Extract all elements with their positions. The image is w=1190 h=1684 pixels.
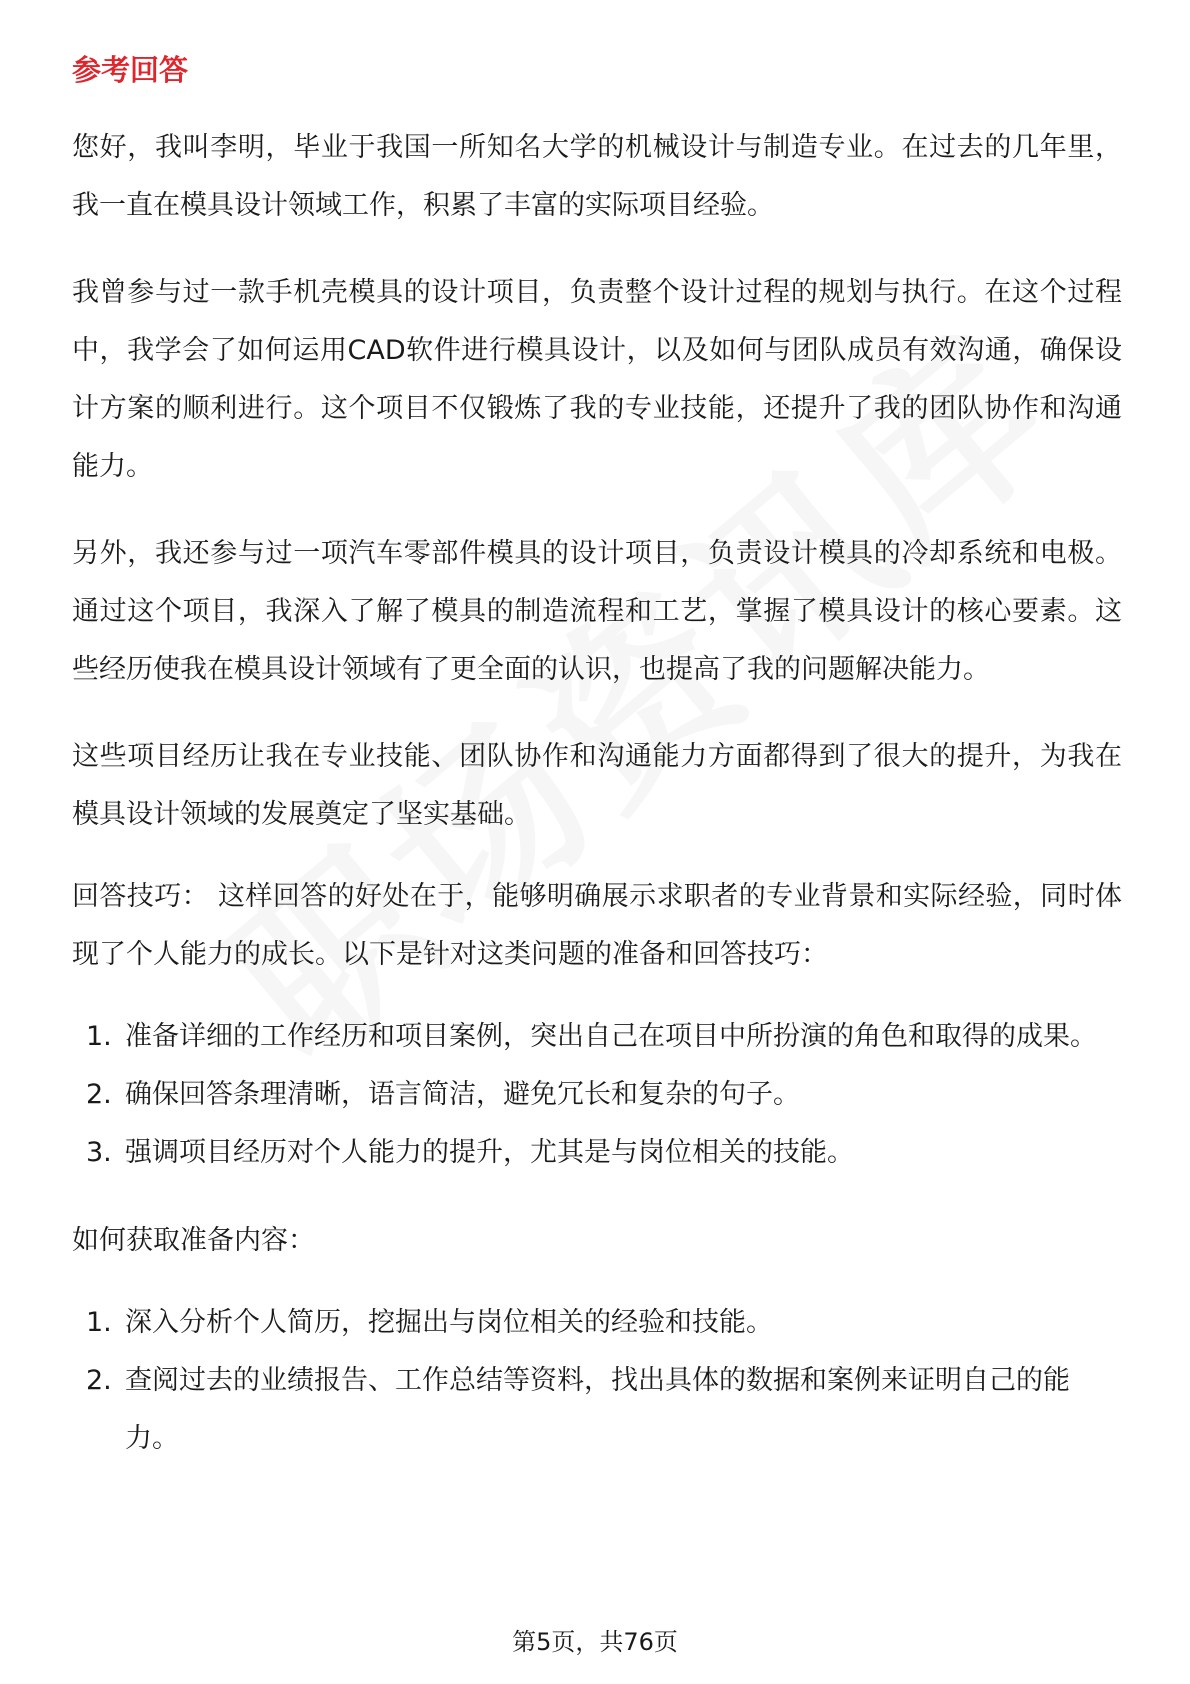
paragraph-project-1: 我曾参与过一款手机壳模具的设计项目，负责整个设计过程的规划与执行。在这个过程中，我学会了如何运用CAD软件进行模具设计，以及如何与团队成员有效沟通，确保设计方案的顺利进行。这个项目不仅锻炼了我的专业技能，还提升了我的团队协作和沟通能力。	[72, 276, 1122, 482]
list-item: 2. 查阅过去的业绩报告、工作总结等资料，找出具体的数据和案例来证明自己的能力。	[86, 1364, 1070, 1454]
page-number: 第5页，共76页	[512, 1628, 678, 1656]
tips-list	[72, 1008, 1122, 1182]
list-item: 1. 深入分析个人简历，挖掘出与岗位相关的经验和技能。	[86, 1306, 773, 1338]
list-item: 2. 确保回答条理清晰，语言简洁，避免冗长和复杂的句子。	[86, 1078, 800, 1110]
paragraph-summary: 这些项目经历让我在专业技能、团队协作和沟通能力方面都得到了很大的提升，为我在模具设计领域的发展奠定了坚实基础。	[72, 740, 1122, 830]
list-item: 1. 准备详细的工作经历和项目案例，突出自己在项目中所扮演的角色和取得的成果。	[86, 1020, 1097, 1052]
page-content	[72, 40, 1122, 1498]
section-heading: 参考回答	[72, 53, 189, 87]
prep-list	[72, 1294, 1122, 1468]
list-item: 3. 强调项目经历对个人能力的提升，尤其是与岗位相关的技能。	[86, 1136, 854, 1168]
paragraph-project-2: 另外，我还参与过一项汽车零部件模具的设计项目，负责设计模具的冷却系统和电极。通过这个项目，我深入了解了模具的制造流程和工艺，掌握了模具设计的核心要素。这些经历使我在模具设计领域有了更全面的认识，也提高了我的问题解决能力。	[72, 537, 1122, 685]
tips-intro: 回答技巧： 这样回答的好处在于，能够明确展示求职者的专业背景和实际经验，同时体现了个人能力的成长。以下是针对这类问题的准备和回答技巧：	[72, 880, 1122, 970]
paragraph-intro: 您好，我叫李明，毕业于我国一所知名大学的机械设计与制造专业。在过去的几年里，我一直在模具设计领域工作，积累了丰富的实际项目经验。	[72, 131, 1122, 221]
prep-intro: 如何获取准备内容：	[72, 1224, 315, 1256]
